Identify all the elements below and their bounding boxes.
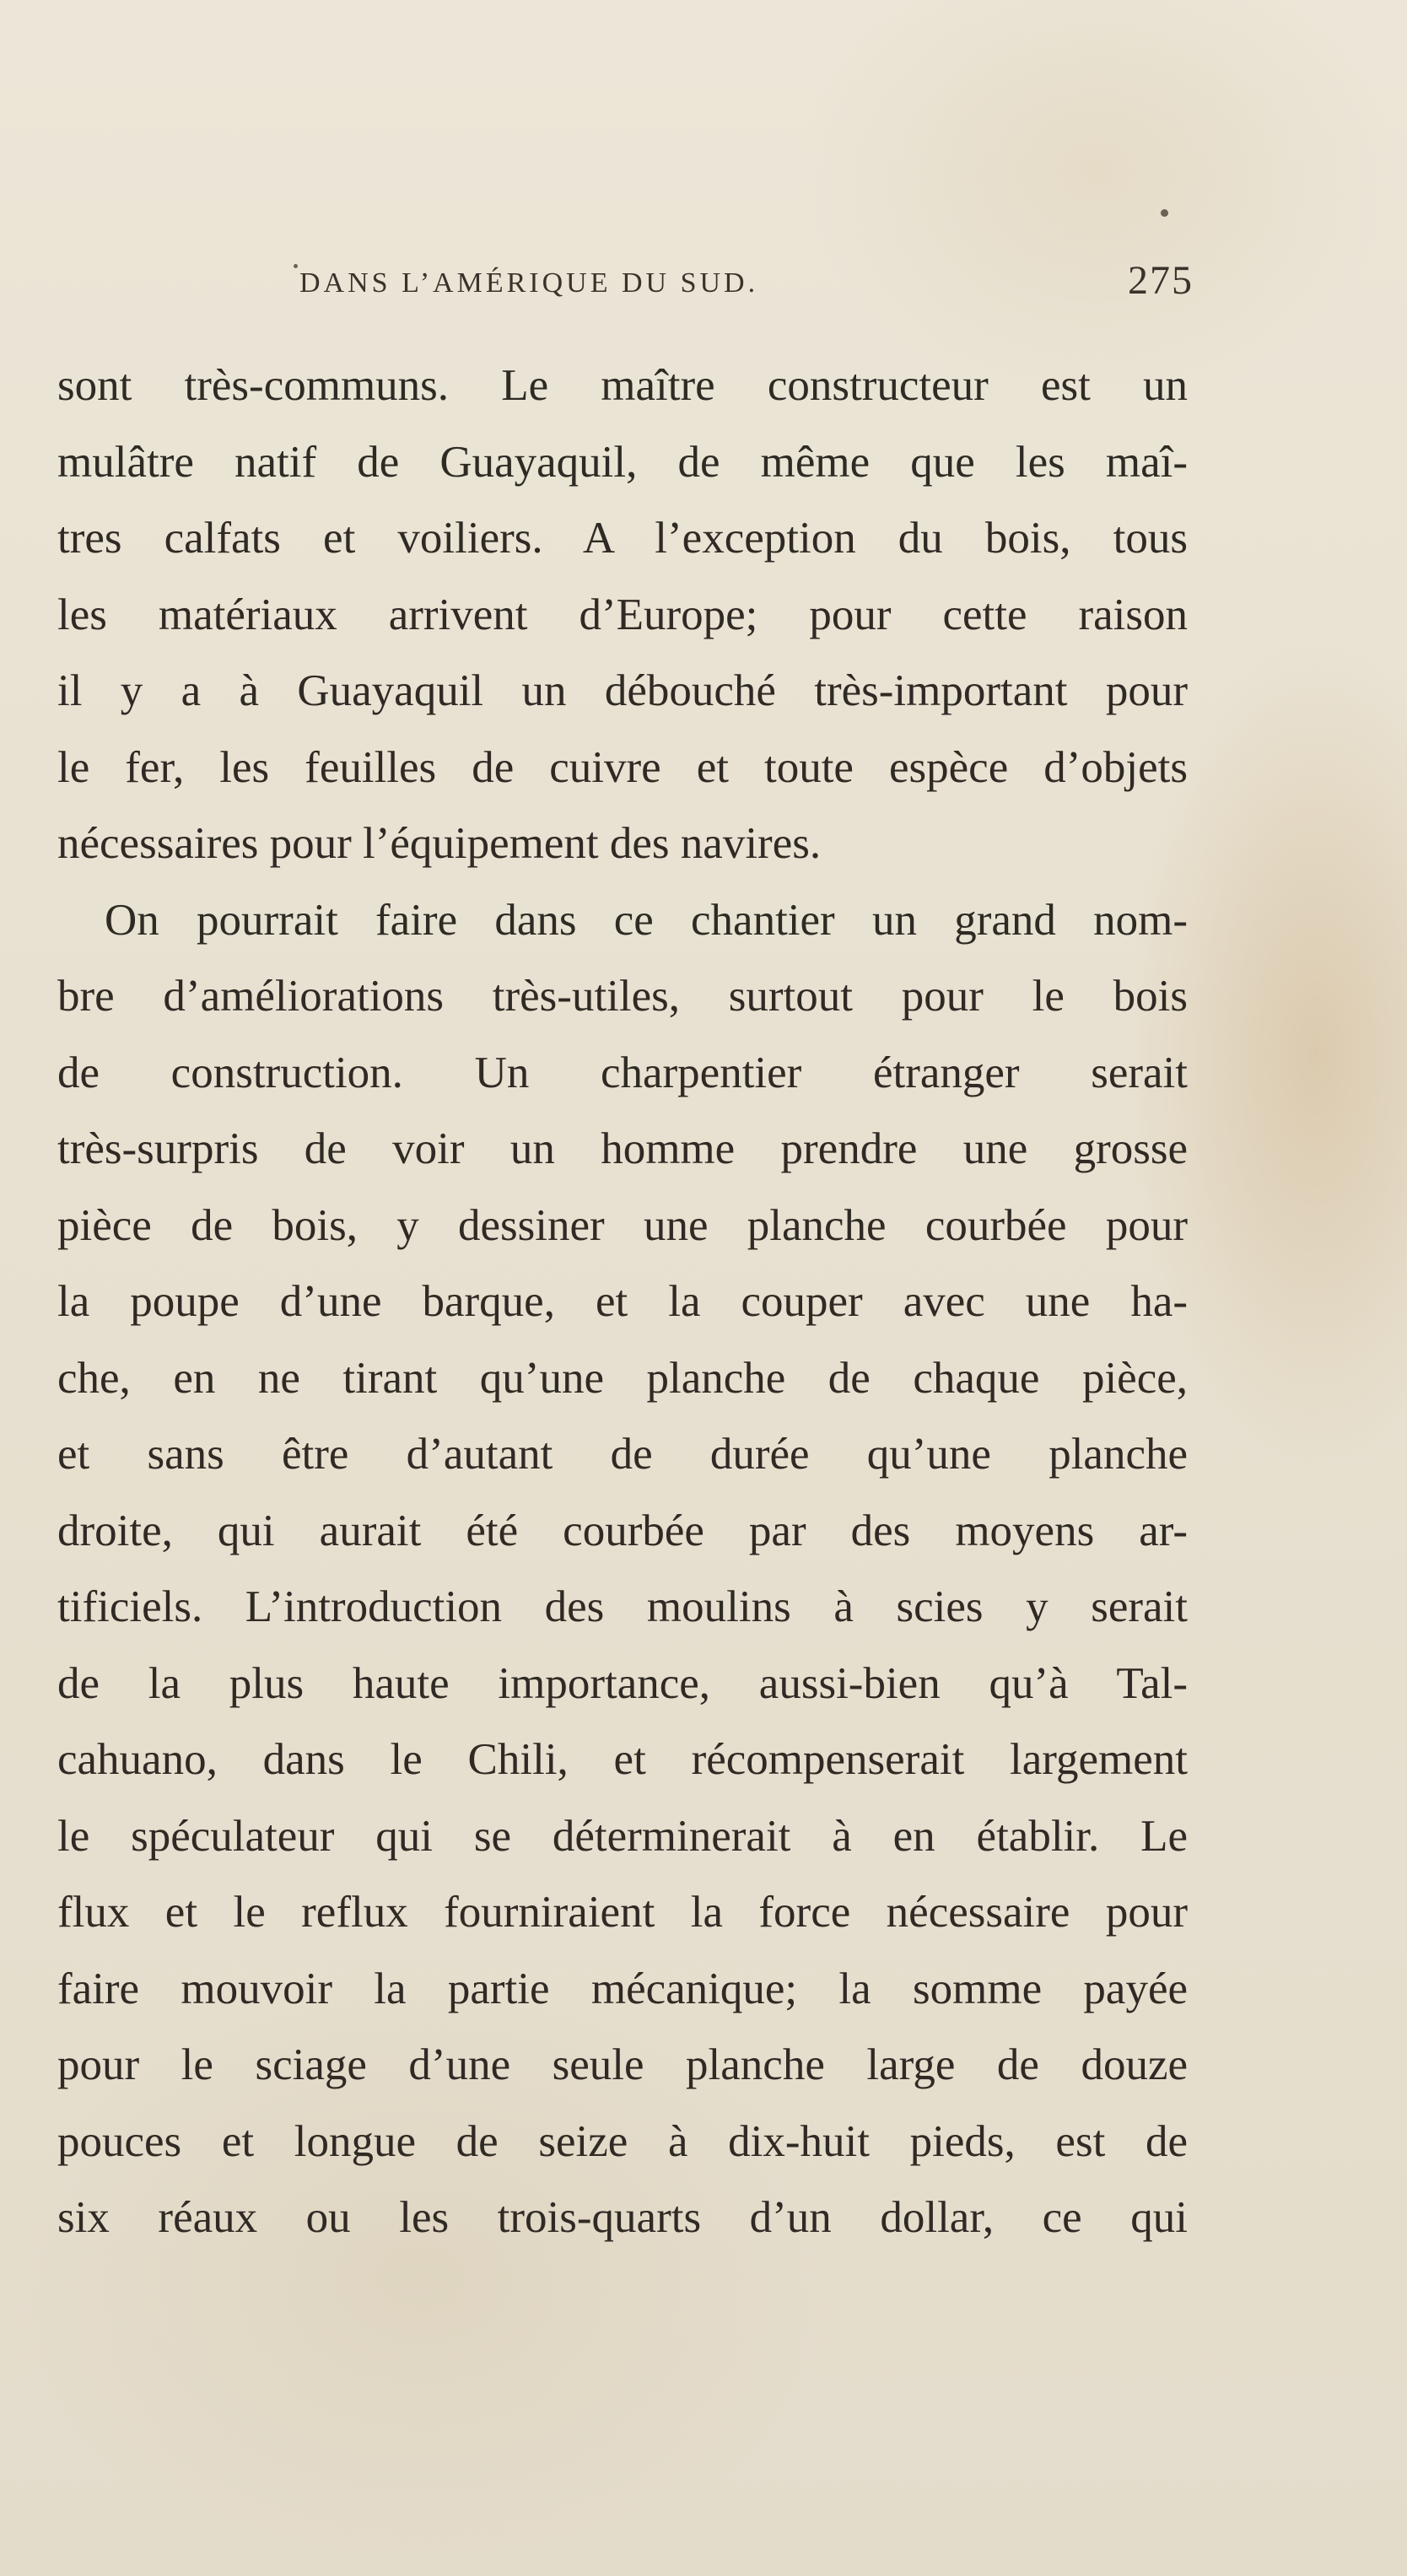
text-line: la poupe d’une barque, et la couper avec une ha- [57,1277,1188,1326]
text-line: tres calfats et voiliers. A l’exception du bois, tous [57,514,1188,563]
text-line: le spéculateur qui se déterminerait à en établir. Le [57,1811,1188,1861]
text-line: six réaux ou les trois-quarts d’un dollar, ce qui [57,2193,1188,2242]
text-line: nécessaires pour l’équipement des navires. [57,819,822,868]
text-line: che, en ne tirant qu’une planche de chaque pièce, [57,1353,1188,1403]
text-line: et sans être d’autant de durée qu’une planche [57,1430,1188,1479]
text-line: pouces et longue de seize à dix-huit pieds, est de [57,2116,1188,2166]
text-line: bre d’améliorations très-utiles, surtout pour le bois [57,972,1188,1021]
text-line: sont très-communs. Le maître constructeur est un [57,361,1188,410]
text-line: flux et le reflux fourniraient la force nécessaire pour [57,1888,1188,1937]
text-line: le fer, les feuilles de cuivre et toute espèce d’objets [57,742,1188,792]
text-line: On pourrait faire dans ce chantier un grand nom- [105,895,1188,945]
ink-speck [294,264,298,268]
text-line: pour le sciage d’une seule planche large de douze [57,2040,1188,2089]
text-line: il y a à Guayaquil un débouché très-important pour [57,666,1188,715]
text-line: cahuano, dans le Chili, et récompenserait largement [57,1735,1188,1784]
text-line: très-surpris de voir un homme prendre une grosse [57,1124,1188,1173]
text-line: les matériaux arrivent d’Europe; pour cette raison [57,590,1188,639]
text-line: pièce de bois, y dessiner une planche courbée pour [57,1200,1188,1250]
body-text [57,348,1188,2256]
text-line: tificiels. L’introduction des moulins à scies y serait [57,1582,1188,1631]
page-header [299,257,1194,308]
ink-speck [1161,209,1168,217]
text-line: faire mouvoir la partie mécanique; la somme payée [57,1964,1188,2013]
text-line: mulâtre natif de Guayaquil, de même que les maî- [57,437,1188,487]
text-line: droite, qui aurait été courbée par des moyens ar- [57,1506,1188,1555]
page-number: 275 [1128,258,1194,303]
text-line: de construction. Un charpentier étranger serait [57,1048,1188,1097]
text-line: de la plus haute importance, aussi-bien qu’à Tal- [57,1658,1188,1708]
running-head: DANS L’AMÉRIQUE DU SUD. [299,267,759,299]
